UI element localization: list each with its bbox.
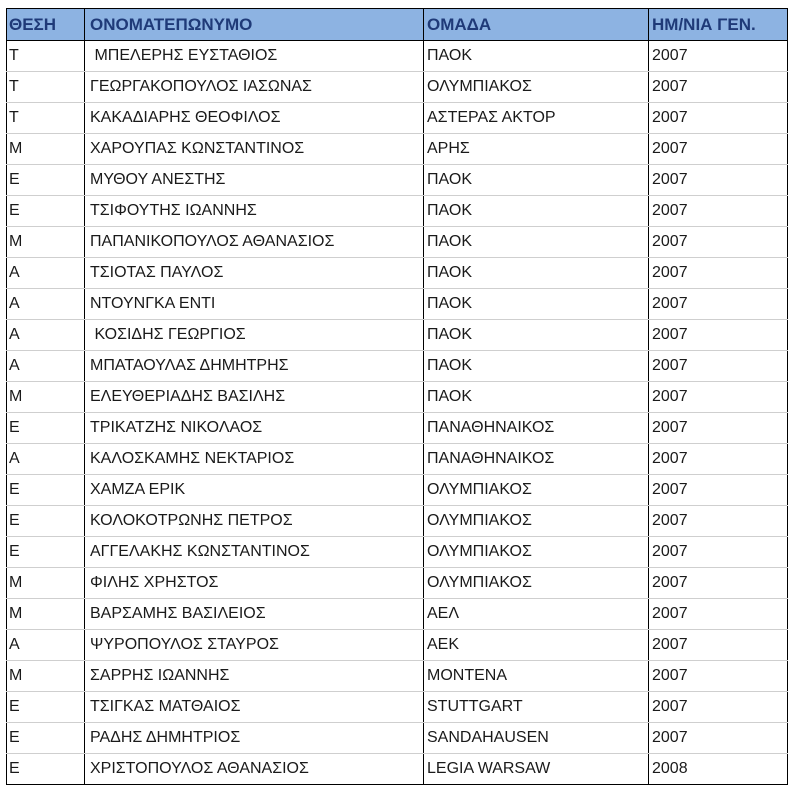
cell-team[interactable]: ΑΕΚ <box>424 630 649 661</box>
cell-name[interactable]: ΨΥΡΟΠΟΥΛΟΣ ΣΤΑΥΡΟΣ <box>85 630 424 661</box>
header-team[interactable]: ΟΜΑΔΑ <box>424 9 649 41</box>
cell-position[interactable]: Α <box>7 630 85 661</box>
cell-birth-date[interactable]: 2007 <box>649 413 788 444</box>
table-row[interactable] <box>7 103 788 134</box>
table-row[interactable] <box>7 537 788 568</box>
table-row[interactable] <box>7 72 788 103</box>
cell-birth-date[interactable]: 2007 <box>649 382 788 413</box>
cell-position[interactable]: Μ <box>7 227 85 258</box>
cell-position[interactable]: Ε <box>7 692 85 723</box>
players-table <box>6 8 788 785</box>
cell-team[interactable]: ΑΕΛ <box>424 599 649 630</box>
cell-position[interactable]: Ε <box>7 506 85 537</box>
cell-team[interactable]: ΠΑΟΚ <box>424 227 649 258</box>
cell-position[interactable]: Α <box>7 289 85 320</box>
cell-birth-date[interactable]: 2007 <box>649 134 788 165</box>
header-row <box>7 9 788 41</box>
table-row[interactable] <box>7 506 788 537</box>
cell-name[interactable]: ΚΑΚΑΔΙΑΡΗΣ ΘΕΟΦΙΛΟΣ <box>85 103 424 134</box>
cell-name[interactable]: ΧΡΙΣΤΟΠΟΥΛΟΣ ΑΘΑΝΑΣΙΟΣ <box>85 754 424 785</box>
cell-name[interactable]: ΧΑΜΖΑ ΕΡΙΚ <box>85 475 424 506</box>
table-row[interactable] <box>7 661 788 692</box>
cell-position[interactable]: Ε <box>7 475 85 506</box>
cell-team[interactable]: SANDAHAUSEN <box>424 723 649 754</box>
cell-birth-date[interactable]: 2008 <box>649 754 788 785</box>
cell-birth-date[interactable]: 2007 <box>649 475 788 506</box>
cell-name[interactable]: ΒΑΡΣΑΜΗΣ ΒΑΣΙΛΕΙΟΣ <box>85 599 424 630</box>
table-row[interactable] <box>7 165 788 196</box>
cell-birth-date[interactable]: 2007 <box>649 196 788 227</box>
cell-position[interactable]: Ε <box>7 413 85 444</box>
cell-birth-date[interactable]: 2007 <box>649 506 788 537</box>
cell-name[interactable]: ΠΑΠΑΝΙΚΟΠΟΥΛΟΣ ΑΘΑΝΑΣΙΟΣ <box>85 227 424 258</box>
cell-position[interactable]: Μ <box>7 382 85 413</box>
cell-team[interactable]: ΟΛΥΜΠΙΑΚΟΣ <box>424 475 649 506</box>
table-header <box>7 9 788 41</box>
cell-birth-date[interactable]: 2007 <box>649 41 788 72</box>
cell-name[interactable]: ΤΡΙΚΑΤΖΗΣ ΝΙΚΟΛΑΟΣ <box>85 413 424 444</box>
table-row[interactable] <box>7 630 788 661</box>
cell-birth-date[interactable]: 2007 <box>649 103 788 134</box>
cell-birth-date[interactable]: 2007 <box>649 351 788 382</box>
table-row[interactable] <box>7 227 788 258</box>
table-row[interactable] <box>7 723 788 754</box>
table-row[interactable] <box>7 289 788 320</box>
cell-name[interactable]: ΦΙΛΗΣ ΧΡΗΣΤΟΣ <box>85 568 424 599</box>
cell-position[interactable]: Α <box>7 320 85 351</box>
cell-name[interactable]: ΜΠΑΤΑΟΥΛΑΣ ΔΗΜΗΤΡΗΣ <box>85 351 424 382</box>
table-row[interactable] <box>7 196 788 227</box>
cell-birth-date[interactable]: 2007 <box>649 444 788 475</box>
cell-position[interactable]: Μ <box>7 661 85 692</box>
cell-name[interactable]: ΚΑΛΟΣΚΑΜΗΣ ΝΕΚΤΑΡΙΟΣ <box>85 444 424 475</box>
cell-team[interactable]: ΑΣΤΕΡΑΣ ΑΚΤΟΡ <box>424 103 649 134</box>
cell-position[interactable]: Ε <box>7 723 85 754</box>
cell-team[interactable]: STUTTGART <box>424 692 649 723</box>
table-row[interactable] <box>7 475 788 506</box>
cell-name[interactable]: ΤΣΙΟΤΑΣ ΠΑΥΛΟΣ <box>85 258 424 289</box>
table-row[interactable] <box>7 351 788 382</box>
cell-position[interactable]: Ε <box>7 165 85 196</box>
cell-team[interactable]: ΜΟΝΤΕΝΑ <box>424 661 649 692</box>
cell-team[interactable]: ΟΛΥΜΠΙΑΚΟΣ <box>424 72 649 103</box>
cell-team[interactable]: ΠΑΟΚ <box>424 382 649 413</box>
header-name[interactable]: ΟΝΟΜΑΤΕΠΩΝΥΜΟ <box>85 9 424 41</box>
cell-birth-date[interactable]: 2007 <box>649 258 788 289</box>
cell-birth-date[interactable]: 2007 <box>649 599 788 630</box>
header-birth-date[interactable]: ΗΜ/ΝΙΑ ΓΕΝ. <box>649 9 788 41</box>
cell-position[interactable]: Μ <box>7 599 85 630</box>
table-row[interactable] <box>7 382 788 413</box>
cell-team[interactable]: ΠΑΟΚ <box>424 165 649 196</box>
cell-name[interactable]: ΤΣΙΦΟΥΤΗΣ ΙΩΑΝΝΗΣ <box>85 196 424 227</box>
cell-position[interactable]: Ε <box>7 196 85 227</box>
cell-birth-date[interactable]: 2007 <box>649 630 788 661</box>
table-row[interactable] <box>7 258 788 289</box>
cell-name[interactable]: ΓΕΩΡΓΑΚΟΠΟΥΛΟΣ ΙΑΣΩΝΑΣ <box>85 72 424 103</box>
cell-team[interactable]: ΠΑΟΚ <box>424 320 649 351</box>
cell-name[interactable]: ΝΤΟΥΝΓΚΑ ΕΝΤΙ <box>85 289 424 320</box>
cell-name[interactable]: ΡΑΔΗΣ ΔΗΜΗΤΡΙΟΣ <box>85 723 424 754</box>
cell-position[interactable]: Τ <box>7 72 85 103</box>
cell-birth-date[interactable]: 2007 <box>649 568 788 599</box>
cell-team[interactable]: ΠΑΟΚ <box>424 196 649 227</box>
cell-birth-date[interactable]: 2007 <box>649 320 788 351</box>
cell-name[interactable]: ΧΑΡΟΥΠΑΣ ΚΩΝΣΤΑΝΤΙΝΟΣ <box>85 134 424 165</box>
table-row[interactable] <box>7 599 788 630</box>
cell-birth-date[interactable]: 2007 <box>649 723 788 754</box>
cell-name[interactable]: ΚΟΣΙΔΗΣ ΓΕΩΡΓΙΟΣ <box>85 320 424 351</box>
cell-birth-date[interactable]: 2007 <box>649 227 788 258</box>
cell-position[interactable]: Α <box>7 258 85 289</box>
cell-position[interactable]: Τ <box>7 103 85 134</box>
cell-team[interactable]: ΠΑΟΚ <box>424 41 649 72</box>
table-row[interactable] <box>7 320 788 351</box>
table-row[interactable] <box>7 692 788 723</box>
cell-name[interactable]: ΜΥΘΟΥ ΑΝΕΣΤΗΣ <box>85 165 424 196</box>
cell-team[interactable]: ΠΑΝΑΘΗΝΑΙΚΟΣ <box>424 413 649 444</box>
cell-team[interactable]: LEGIA WARSAW <box>424 754 649 785</box>
cell-team[interactable]: ΠΑΟΚ <box>424 289 649 320</box>
table-row[interactable] <box>7 568 788 599</box>
header-position[interactable]: ΘΕΣΗ <box>7 9 85 41</box>
cell-position[interactable]: Τ <box>7 41 85 72</box>
table-row[interactable] <box>7 41 788 72</box>
cell-team[interactable]: ΟΛΥΜΠΙΑΚΟΣ <box>424 506 649 537</box>
cell-birth-date[interactable]: 2007 <box>649 661 788 692</box>
table-row[interactable] <box>7 444 788 475</box>
table-row[interactable] <box>7 413 788 444</box>
cell-position[interactable]: Α <box>7 351 85 382</box>
cell-birth-date[interactable]: 2007 <box>649 289 788 320</box>
cell-team[interactable]: ΠΑΟΚ <box>424 351 649 382</box>
cell-name[interactable]: ΕΛΕΥΘΕΡΙΑΔΗΣ ΒΑΣΙΛΗΣ <box>85 382 424 413</box>
cell-position[interactable]: Μ <box>7 134 85 165</box>
cell-position[interactable]: Ε <box>7 754 85 785</box>
cell-name[interactable]: ΑΓΓΕΛΑΚΗΣ ΚΩΝΣΤΑΝΤΙΝΟΣ <box>85 537 424 568</box>
table-row[interactable] <box>7 754 788 785</box>
cell-birth-date[interactable]: 2007 <box>649 692 788 723</box>
cell-position[interactable]: Μ <box>7 568 85 599</box>
cell-position[interactable]: Ε <box>7 537 85 568</box>
cell-team[interactable]: ΠΑΟΚ <box>424 258 649 289</box>
cell-team[interactable]: ΠΑΝΑΘΗΝΑΙΚΟΣ <box>424 444 649 475</box>
table-row[interactable] <box>7 134 788 165</box>
cell-birth-date[interactable]: 2007 <box>649 537 788 568</box>
cell-name[interactable]: ΜΠΕΛΕΡΗΣ ΕΥΣΤΑΘΙΟΣ <box>85 41 424 72</box>
cell-team[interactable]: ΟΛΥΜΠΙΑΚΟΣ <box>424 568 649 599</box>
cell-name[interactable]: ΚΟΛΟΚΟΤΡΩΝΗΣ ΠΕΤΡΟΣ <box>85 506 424 537</box>
table-body <box>7 41 788 785</box>
cell-team[interactable]: ΟΛΥΜΠΙΑΚΟΣ <box>424 537 649 568</box>
cell-birth-date[interactable]: 2007 <box>649 165 788 196</box>
cell-team[interactable]: ΑΡΗΣ <box>424 134 649 165</box>
cell-name[interactable]: ΣΑΡΡΗΣ ΙΩΑΝΝΗΣ <box>85 661 424 692</box>
cell-position[interactable]: Α <box>7 444 85 475</box>
cell-name[interactable]: ΤΣΙΓΚΑΣ ΜΑΤΘΑΙΟΣ <box>85 692 424 723</box>
cell-birth-date[interactable]: 2007 <box>649 72 788 103</box>
